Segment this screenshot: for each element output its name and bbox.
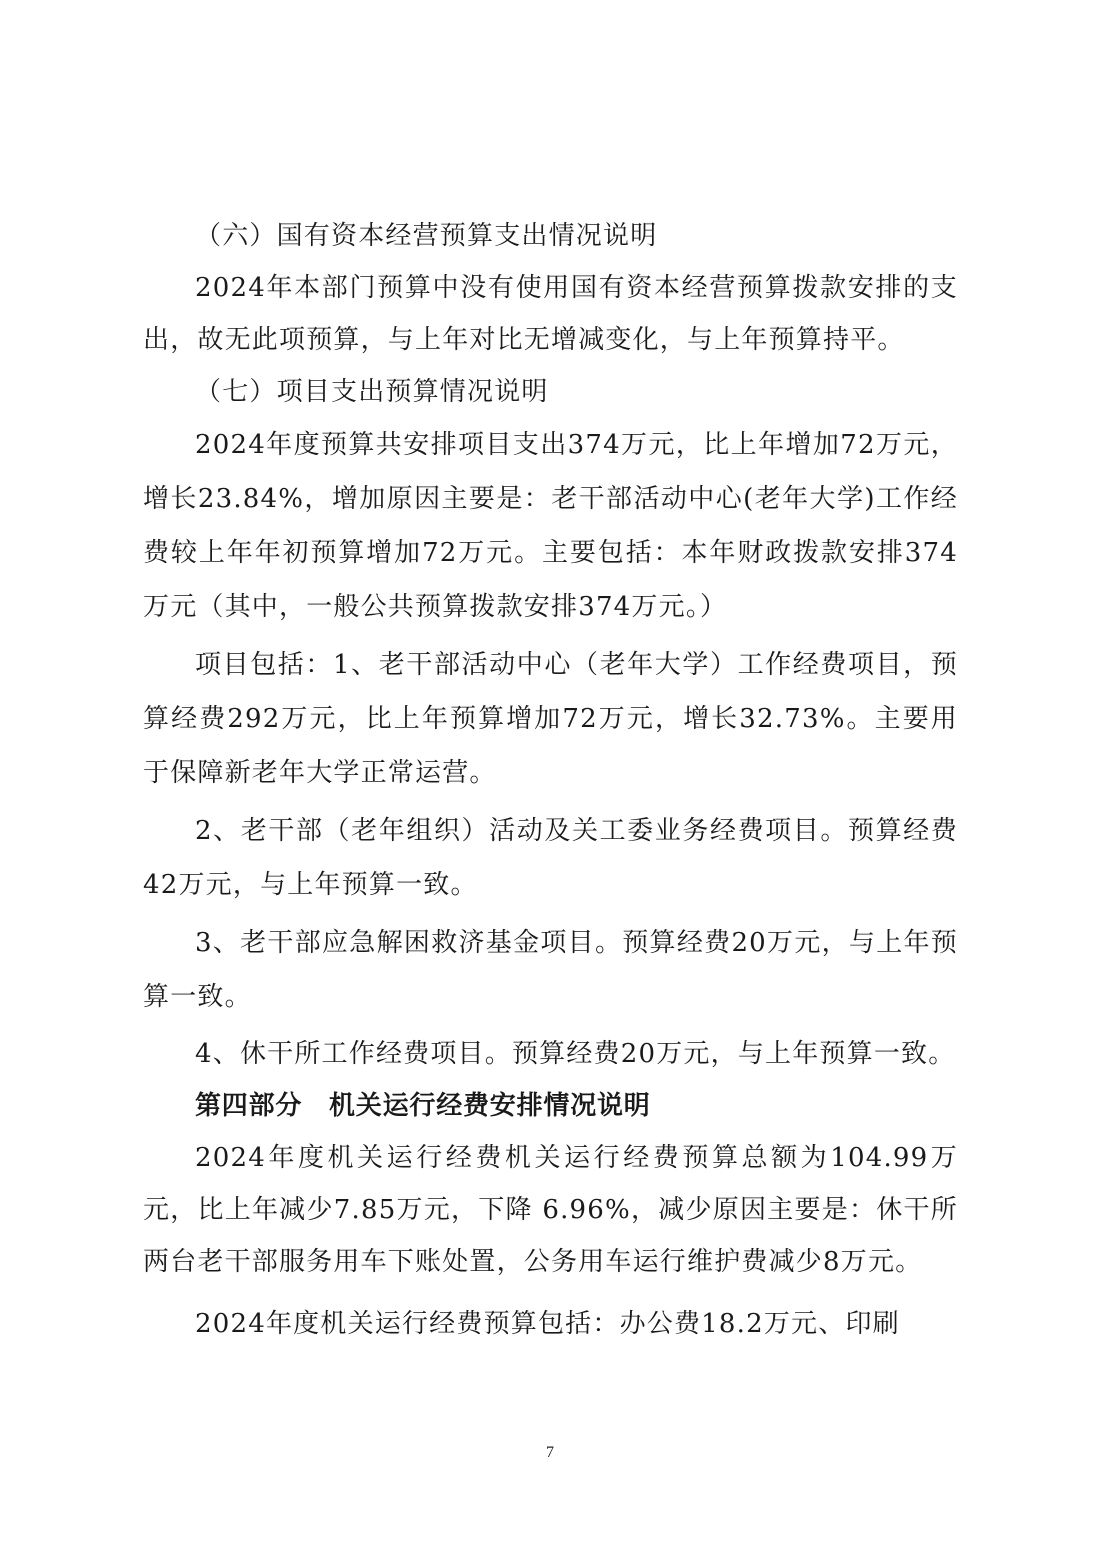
section7-body: 2024年度预算共安排项目支出374万元，比上年增加72万元，增长23.84%，增加原因主要是：老干部活动中心(老年大学)工作经费较上年年初预算增加72万元。主要包括：本年财政拨款安排374万元（其中，一般公共预算拨款安排374万元。） bbox=[143, 430, 958, 622]
project-item-4: 4、休干所工作经费项目。预算经费20万元，与上年预算一致。 bbox=[195, 1039, 956, 1069]
section7-heading: （七）项目支出预算情况说明 bbox=[195, 377, 549, 407]
section6-heading: （六）国有资本经营预算支出情况说明 bbox=[195, 221, 658, 251]
project-item-2: 2、老干部（老年组织）活动及关工委业务经费项目。预算经费42万元，与上年预算一致。 bbox=[143, 816, 958, 900]
page-content bbox=[143, 210, 958, 1350]
project-item-1: 项目包括：1、老干部活动中心（老年大学）工作经费项目，预算经费292万元，比上年预算增加72万元，增长32.73%。主要用于保障新老年大学正常运营。 bbox=[143, 650, 958, 788]
part4-paragraph-1: 2024年度机关运行经费机关运行经费预算总额为104.99万元，比上年减少7.85万元，下降 6.96%，减少原因主要是：休干所两台老干部服务用车下账处置，公务用车运行维护费减少8万元。 bbox=[143, 1143, 958, 1277]
project-item-3: 3、老干部应急解困救济基金项目。预算经费20万元，与上年预算一致。 bbox=[143, 928, 958, 1012]
part4-paragraph-2: 2024年度机关运行经费预算包括：办公费18.2万元、印刷 bbox=[195, 1309, 900, 1339]
part4-heading: 第四部分 机关运行经费安排情况说明 bbox=[195, 1091, 651, 1121]
page-number: 7 bbox=[546, 1444, 554, 1461]
section6-body: 2024年本部门预算中没有使用国有资本经营预算拨款安排的支出，故无此项预算，与上年对比无增减变化，与上年预算持平。 bbox=[143, 273, 958, 355]
